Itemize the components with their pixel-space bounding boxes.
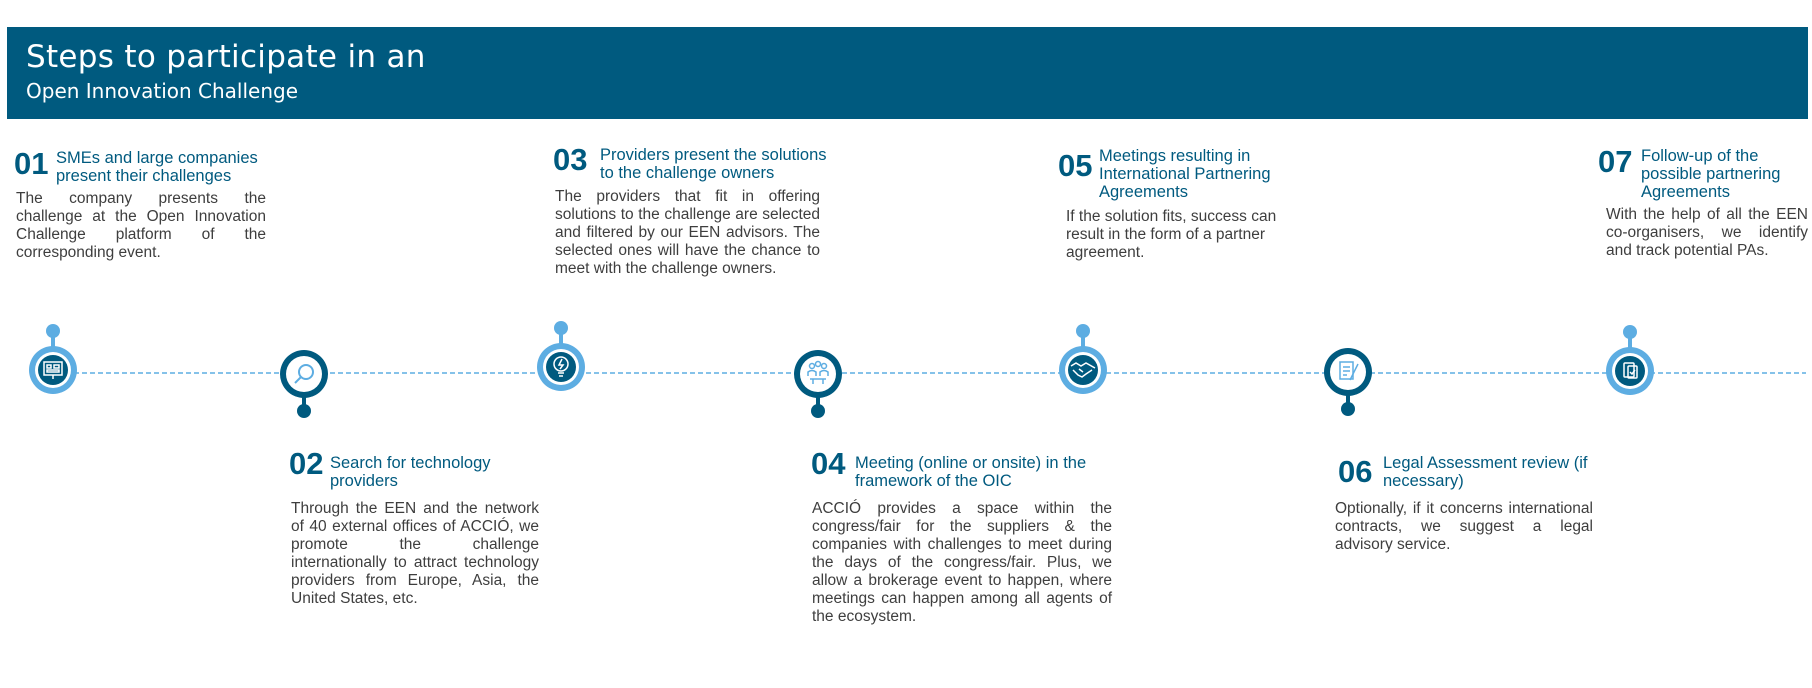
step-description: With the help of all the EEN co-organisers, we identify and track potential PAs. bbox=[1606, 206, 1808, 259]
step-title: Meeting (online or onsite) in the framework of the OIC bbox=[855, 454, 1087, 490]
step-number: 04 bbox=[811, 446, 846, 481]
timeline-node-01 bbox=[29, 324, 77, 394]
step-description: Through the EEN and the network of 40 external offices of ACCIÓ, we promote the challenge internationally to attract technology providers from Europe, Asia, the United States, etc. bbox=[291, 500, 539, 607]
step-number: 05 bbox=[1058, 148, 1093, 183]
page-subtitle: Open Innovation Challenge bbox=[26, 79, 299, 103]
timeline-node-06 bbox=[1324, 348, 1372, 416]
step-description: The company presents the challenge at the Open Innovation Challenge platform of the corresponding event. bbox=[16, 190, 266, 261]
step-number: 02 bbox=[289, 446, 324, 481]
step-title: SMEs and large companies present their challenges bbox=[56, 149, 258, 185]
step-title: Providers present the solutions to the challenge owners bbox=[600, 146, 827, 182]
step-number: 06 bbox=[1338, 454, 1373, 489]
page-title: Steps to participate in an bbox=[26, 39, 426, 75]
step-title: Search for technology providers bbox=[330, 454, 491, 490]
step-description: ACCIÓ provides a space within the congress/fair for the suppliers & the companies with challenges to meet during the days of the congress/fair. Plus, we allow a brokerage event to happen, where meetings can happen among all agents of the ecosystem. bbox=[812, 500, 1112, 625]
step-title: Meetings resulting in International Partnering Agreements bbox=[1099, 147, 1271, 201]
timeline-node-03 bbox=[537, 321, 585, 391]
step-description: Optionally, if it concerns international contracts, we suggest a legal advisory service. bbox=[1335, 500, 1593, 553]
step-number: 03 bbox=[553, 142, 588, 177]
timeline-node-04 bbox=[794, 350, 842, 418]
step-number: 01 bbox=[14, 146, 49, 181]
step-description: If the solution fits, success can result in the form of a partner agreement. bbox=[1066, 208, 1277, 261]
timeline-node-05 bbox=[1059, 324, 1107, 394]
step-description: The providers that fit in offering solutions to the challenge are selected and filtered by our EEN advisors. The selected ones will have the chance to meet with the challenge owners. bbox=[555, 188, 820, 277]
timeline-node-02 bbox=[280, 350, 328, 418]
step-title: Follow-up of the possible partnering Agreements bbox=[1641, 147, 1781, 201]
timeline-node-07 bbox=[1606, 325, 1654, 395]
step-number: 07 bbox=[1598, 144, 1633, 179]
step-title: Legal Assessment review (if necessary) bbox=[1383, 454, 1588, 490]
